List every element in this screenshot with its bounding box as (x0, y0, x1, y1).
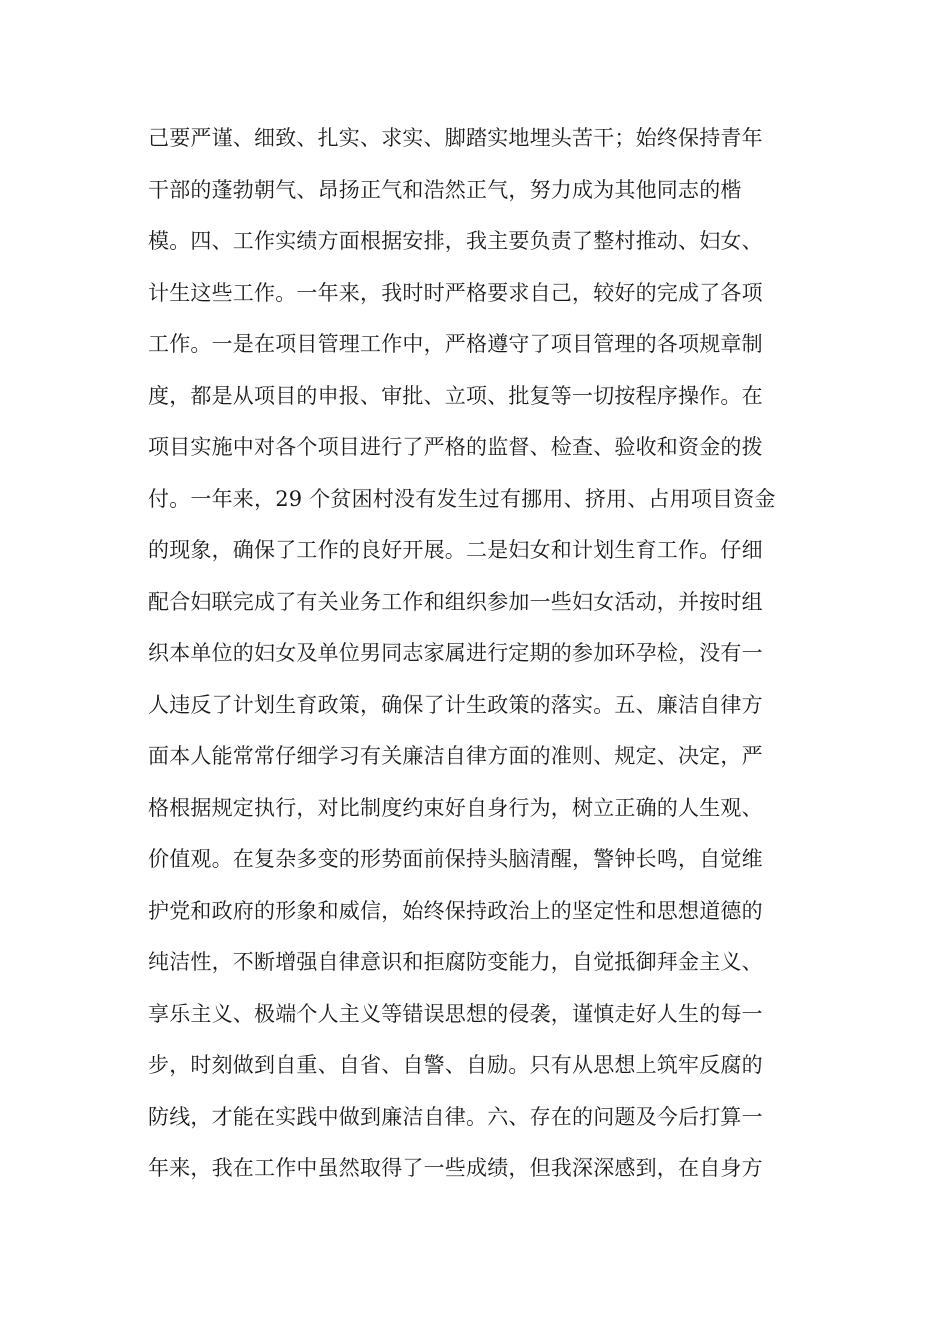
text-line: 织本单位的妇女及单位男同志家属进行定期的参加环孕检，没有一 (148, 641, 763, 665)
text-line: 的现象，确保了工作的良好开展。二是妇女和计划生育工作。仔细 (148, 538, 763, 562)
text-line: 计生这些工作。一年来，我时时严格要求自己，较好的完成了各项 (148, 280, 763, 305)
text-line: 护党和政府的形象和威信，始终保持政治上的坚定性和思想道德的 (148, 898, 763, 923)
text-line: 模。四、工作实绩方面根据安排，我主要负责了整村推动、妇女、 (148, 229, 763, 253)
text-line: 防线，才能在实践中做到廉洁自律。六、存在的问题及今后打算一 (148, 1104, 763, 1129)
text-line: 年来，我在工作中虽然取得了一些成绩，但我深深感到，在自身方 (148, 1156, 763, 1180)
text-line: 配合妇联完成了有关业务工作和组织参加一些妇女活动，并按时组 (148, 589, 763, 614)
text-line: 人违反了计划生育政策，确保了计生政策的落实。五、廉洁自律方 (148, 692, 763, 717)
text-line: 格根据规定执行，对比制度约束好自身行为，树立正确的人生观、 (148, 795, 763, 820)
text-line: 享乐主义、极端个人主义等错误思想的侵袭，谨慎走好人生的每一 (148, 1001, 763, 1026)
text-line: 面本人能常常仔细学习有关廉洁自律方面的准则、规定、决定，严 (148, 744, 763, 768)
text-line: 步，时刻做到自重、自省、自警、自励。只有从思想上筑牢反腐的 (148, 1053, 763, 1077)
document-body (148, 118, 808, 1200)
text-line: 干部的蓬勃朝气、昂扬正气和浩然正气，努力成为其他同志的楷 (148, 177, 742, 202)
text-line: 度，都是从项目的申报、审批、立项、批复等一切按程序操作。在 (148, 383, 763, 408)
text-line: 价值观。在复杂多变的形势面前保持头脑清醒，警钟长鸣，自觉维 (148, 847, 763, 871)
text-line: 纯洁性，不断增强自律意识和拒腐防变能力，自觉抵御拜金主义、 (148, 950, 763, 974)
text-line: 付。一年来，29 个贫困村没有发生过有挪用、挤用、占用项目资金 (148, 486, 776, 511)
text-line: 工作。一是在项目管理工作中，严格遵守了项目管理的各项规章制 (148, 332, 763, 356)
text-line: 项目实施中对各个项目进行了严格的监督、检查、验收和资金的拨 (148, 435, 763, 459)
text-line: 己要严谨、细致、扎实、求实、脚踏实地埋头苦干；始终保持青年 (148, 126, 763, 150)
